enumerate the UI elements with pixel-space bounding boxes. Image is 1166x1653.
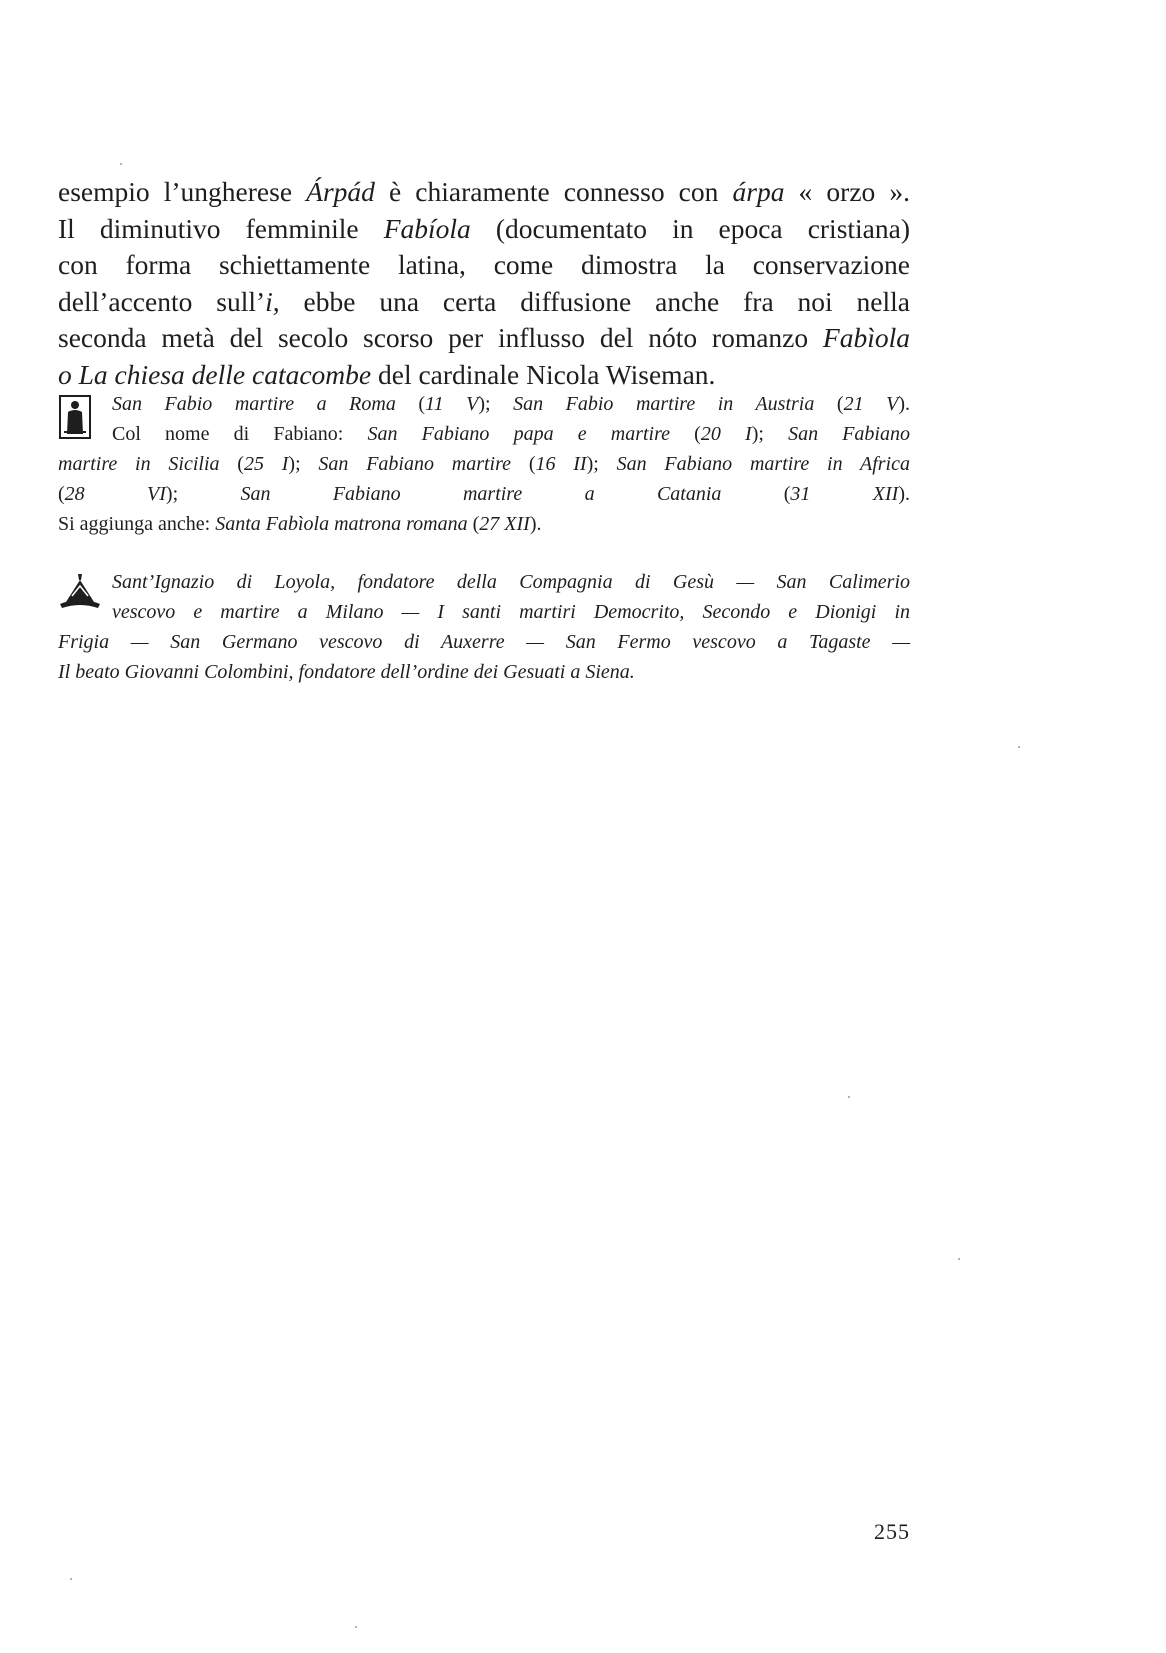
italic-text: 20 I — [700, 423, 752, 445]
italic-text: 28 VI — [64, 483, 166, 505]
italic-text: San Fabiano papa e martire — [367, 423, 671, 445]
scan-speck — [70, 1578, 72, 1580]
text-line — [58, 567, 910, 597]
text-line — [58, 247, 910, 284]
text-line — [58, 657, 910, 687]
text-line — [58, 509, 910, 539]
text: ); — [586, 453, 617, 475]
text: ( — [467, 513, 480, 535]
italic-text: Árpád — [306, 176, 375, 207]
italic-text: San Fabiano — [788, 423, 910, 445]
italic-text: 25 I — [243, 453, 289, 475]
text: ( — [219, 453, 244, 475]
text: ( — [395, 393, 426, 415]
italic-text: martire in Sicilia — [58, 453, 220, 475]
text: ( — [511, 453, 536, 475]
text: dell’accento sull’ — [58, 285, 266, 317]
text: del cardinale Nicola Wiseman. — [371, 358, 716, 390]
text-line — [58, 419, 910, 449]
text: « orzo ». — [784, 176, 911, 207]
text-line — [58, 284, 910, 321]
italic-text: San Fabio martire in Austria — [513, 393, 815, 415]
italic-text: Sant’Ignazio di Loyola, fondatore della Compagnia di Gesù — San Calimerio — [112, 571, 910, 593]
italic-text: Frigia — San Germano vescovo di Auxerre — San Fermo vescovo a Tagaste — — [58, 631, 910, 653]
text-line — [58, 597, 910, 627]
italic-text: 16 II — [535, 453, 587, 475]
text-line — [58, 449, 910, 479]
text: ). — [898, 393, 911, 415]
text: ( — [670, 423, 701, 445]
italic-text: árpa — [732, 176, 785, 207]
text-line — [58, 320, 910, 357]
italic-text: 27 XII — [479, 513, 530, 535]
page-number: 255 — [874, 1519, 910, 1544]
text: seconda metà del secolo scorso per influsso del nóto romanzo — [58, 322, 823, 353]
scan-speck — [1018, 746, 1020, 748]
same-day-block — [58, 567, 910, 687]
feasts-block — [58, 389, 910, 539]
text: ); — [478, 393, 514, 415]
text: ); — [751, 423, 789, 445]
text: Si aggiunga anche: — [58, 513, 216, 535]
italic-text: Santa Fabìola matrona romana — [215, 513, 468, 535]
italic-text: 21 V — [843, 393, 899, 415]
scan-speck — [958, 1258, 960, 1260]
italic-text: San Fabiano martire a Catania — [240, 483, 722, 505]
text: Col nome di Fabiano: — [112, 423, 368, 445]
italic-text: i, — [265, 285, 280, 317]
italic-text: San Fabio martire a Roma — [112, 393, 396, 415]
text: Il diminutivo femminile — [58, 212, 384, 244]
italic-text: o La chiesa delle catacombe — [58, 358, 372, 390]
main-paragraph — [58, 174, 910, 393]
text: con forma schiettamente latina, come dimostra la conservazione — [58, 249, 910, 280]
text: è chiaramente connesso con — [374, 176, 733, 207]
italic-text: 11 V — [425, 393, 479, 415]
text: ebbe una certa diffusione anche fra noi nella — [279, 285, 911, 317]
italic-text: Fabíola — [383, 212, 471, 244]
italic-text: San Fabiano martire — [318, 453, 512, 475]
text-line — [58, 389, 910, 419]
italic-text: Il beato Giovanni Colombini, fondatore dell’ordine dei Gesuati a Siena. — [58, 661, 635, 683]
text: ( — [814, 393, 844, 415]
scan-speck — [120, 163, 122, 165]
text-line — [58, 174, 910, 211]
scan-speck — [355, 1626, 357, 1628]
text: ( — [721, 483, 791, 505]
text: ); — [165, 483, 241, 505]
text-line — [58, 627, 910, 657]
scan-speck — [848, 1096, 850, 1098]
italic-text: Fabìola — [822, 322, 910, 353]
text-line — [58, 357, 910, 394]
text-line — [58, 479, 910, 509]
text-line — [58, 211, 910, 248]
italic-text: San Fabiano martire in Africa — [616, 453, 910, 475]
italic-text: 31 XII — [790, 483, 899, 505]
text: ); — [288, 453, 319, 475]
text: (documentato in epoca cristiana) — [470, 212, 910, 244]
text: ). — [529, 513, 542, 535]
text: ( — [58, 483, 65, 505]
italic-text: vescovo e martire a Milano — I santi martiri Democrito, Secondo e Dionigi in — [112, 601, 910, 623]
text: esempio l’ungherese — [58, 176, 307, 207]
text: ). — [898, 483, 910, 505]
